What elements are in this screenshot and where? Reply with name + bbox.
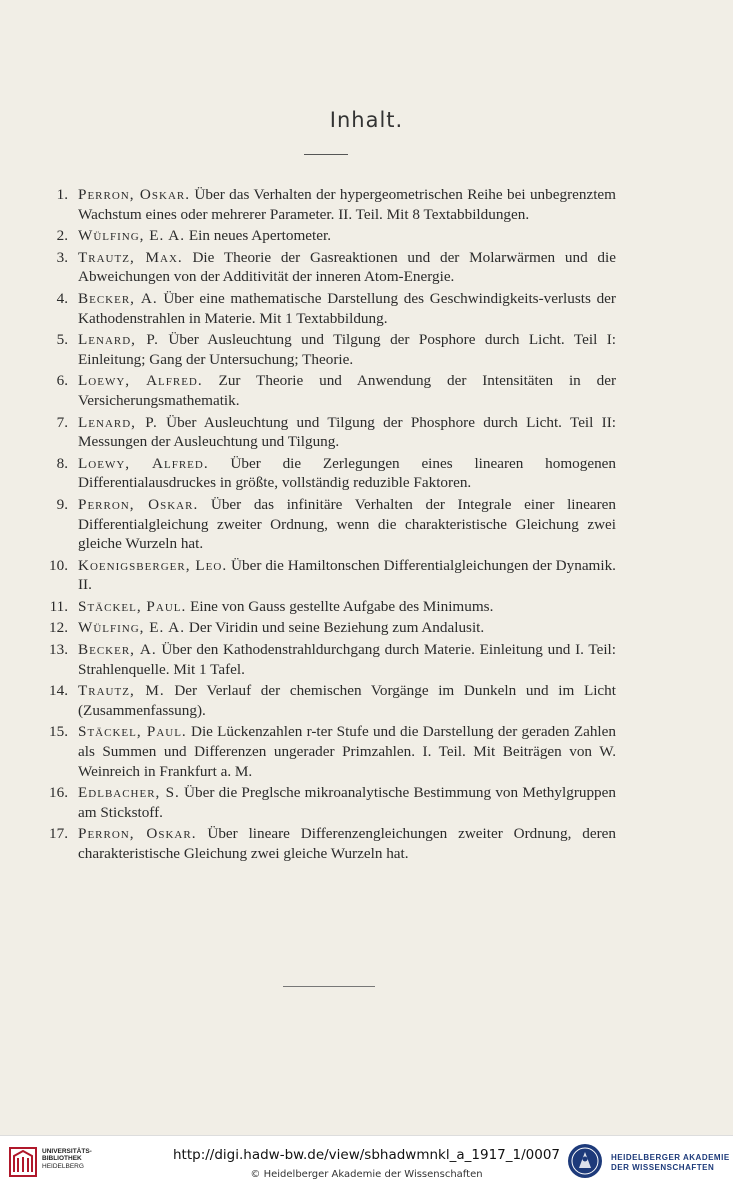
entry-author: Loewy, Alfred.	[78, 372, 203, 390]
entry-author: Stäckel, Paul.	[78, 597, 187, 615]
entry-number: 10.	[49, 556, 68, 574]
entry-text: Über eine mathematische Darstellung des Geschwindigkeits-verlusts der Kathodenstrahlen in Materie. Mit 1 Textabbildung.	[78, 289, 616, 327]
entry-author: Edlbacher, S.	[78, 784, 180, 802]
viewer-footer	[0, 1135, 733, 1188]
list-item	[44, 454, 616, 493]
permalink[interactable]: http://digi.hadw-bw.de/view/sbhadwmnkl_a_1917_1/0007	[172, 1147, 560, 1163]
list-item	[44, 248, 616, 287]
entry-number: 15.	[49, 723, 68, 741]
entry-text: Die Lückenzahlen r-ter Stufe und die Darstellung der geraden Zahlen als Summen und Differenzen ungerader Primzahlen. I. Teil. Mit Beiträgen von W. Weinreich in Frankfurt a. M.	[78, 723, 616, 780]
entry-number: 8.	[56, 454, 68, 472]
list-item	[44, 185, 616, 224]
entry-author: Wülfing, E. A.	[78, 227, 186, 245]
ub-line-2: BIBLIOTHEK	[42, 1155, 82, 1163]
entry-author: Perron, Oskar.	[78, 186, 191, 203]
academy-line-1: HEIDELBERGER AKADEMIE	[611, 1153, 730, 1162]
academy-name	[611, 1153, 730, 1172]
entry-number: 7.	[56, 413, 68, 431]
entry-text: Über die Preglsche mikroanalytische Bestimmung von Methylgruppen am Stickstoff.	[78, 784, 616, 821]
copyright-notice: © Heidelberger Akademie der Wissenschaften	[250, 1169, 483, 1180]
entry-author: Perron, Oskar.	[78, 495, 199, 513]
entry-text: Die Theorie der Gasreaktionen und der Molarwärmen und die Abweichungen von der Additivität der inneren Atom-Energie.	[78, 248, 616, 286]
entry-text: Eine von Gauss gestellte Aufgabe des Minimums.	[186, 597, 494, 615]
contents-list	[44, 185, 616, 866]
entry-author: Koenigsberger, Leo.	[78, 556, 228, 574]
entry-text: Über das infinitäre Verhalten der Integrale einer linearen Differentialgleichung zweiter Ordnung, wenn die charakteristische Gleichung zwei gleiche Wurzeln hat.	[78, 495, 616, 553]
entry-number: 4.	[56, 289, 68, 307]
list-item	[44, 681, 616, 720]
entry-text: Der Verlauf der chemischen Vorgänge im Dunkeln und im Licht (Zusammenfassung).	[78, 682, 616, 719]
entry-number: 14.	[49, 682, 68, 700]
list-item	[44, 226, 616, 246]
list-item	[44, 824, 616, 863]
list-item	[44, 413, 616, 452]
entry-number: 12.	[49, 619, 68, 637]
academy-line-2: DER WISSENSCHAFTEN	[611, 1162, 715, 1172]
entry-number: 16.	[49, 784, 68, 802]
entry-author: Wülfing, E. A.	[78, 619, 186, 637]
ub-line-1: UNIVERSITÄTS-	[42, 1148, 92, 1155]
academy-seal-icon	[566, 1142, 604, 1180]
list-item	[44, 371, 616, 410]
entry-text: Über Ausleuchtung und Tilgung der Posphore durch Licht. Teil I: Einleitung; Gang der Untersuchung; Theorie.	[78, 331, 616, 368]
list-item	[44, 597, 616, 617]
entry-text: Zur Theorie und Anwendung der Intensitäten in der Versicherungsmathematik.	[78, 372, 617, 409]
entry-number: 9.	[56, 495, 68, 513]
list-item	[44, 556, 616, 595]
list-item	[44, 618, 616, 638]
list-item	[44, 330, 616, 369]
entry-number: 11.	[49, 597, 68, 615]
list-item	[44, 640, 616, 679]
entry-number: 1.	[56, 186, 68, 203]
entry-text: Der Viridin und seine Beziehung zum Andalusit.	[185, 619, 485, 637]
page-title: Inhalt.	[329, 108, 404, 132]
entry-author: Perron, Oskar.	[78, 825, 197, 843]
title-divider	[304, 154, 348, 155]
entry-text: Über Ausleuchtung und Tilgung der Phosphore durch Licht. Teil II: Messungen der Ausleuchtung und Tilgung.	[78, 413, 616, 451]
entry-text: Über den Kathodenstrahldurchgang durch Materie. Einleitung und I. Teil: Strahlenquelle. Mit 1 Tafel.	[78, 641, 616, 678]
end-divider	[283, 986, 375, 987]
entry-author: Trautz, M.	[78, 682, 165, 700]
entry-text: Ein neues Apertometer.	[185, 227, 331, 245]
entry-author: Becker, A.	[78, 289, 158, 307]
ub-line-3: HEIDELBERG	[42, 1162, 84, 1170]
entry-number: 17.	[49, 825, 68, 843]
entry-number: 6.	[56, 372, 68, 390]
list-item	[44, 722, 616, 781]
entry-author: Lenard, P.	[78, 413, 158, 431]
entry-text: Über die Hamiltonschen Differentialgleichungen der Dynamik. II.	[78, 556, 616, 594]
entry-text: Über das Verhalten der hypergeometrischen Reihe bei unbegrenztem Wachstum eines oder mehrerer Parameter. II. Teil. Mit 8 Textabbildungen.	[78, 186, 616, 223]
entry-author: Trautz, Max.	[78, 248, 183, 266]
entry-text: Über lineare Differenzengleichungen zweiter Ordnung, deren charakteristische Gleichung zwei gleiche Wurzeln hat.	[78, 825, 616, 862]
entry-author: Loewy, Alfred.	[78, 454, 209, 472]
list-item	[44, 289, 616, 328]
list-item	[44, 783, 616, 822]
entry-author: Becker, A.	[78, 641, 157, 659]
entry-number: 3.	[56, 248, 68, 266]
entry-number: 2.	[56, 227, 68, 245]
entry-author: Stäckel, Paul.	[78, 723, 187, 741]
list-item	[44, 495, 616, 554]
entry-text: Über die Zerlegungen eines linearen homogenen Differentialausdruckes in größte, vollständig reduzible Faktoren.	[78, 454, 616, 492]
entry-author: Lenard, P.	[78, 331, 159, 349]
entry-number: 5.	[56, 331, 68, 349]
entry-number: 13.	[49, 641, 68, 659]
